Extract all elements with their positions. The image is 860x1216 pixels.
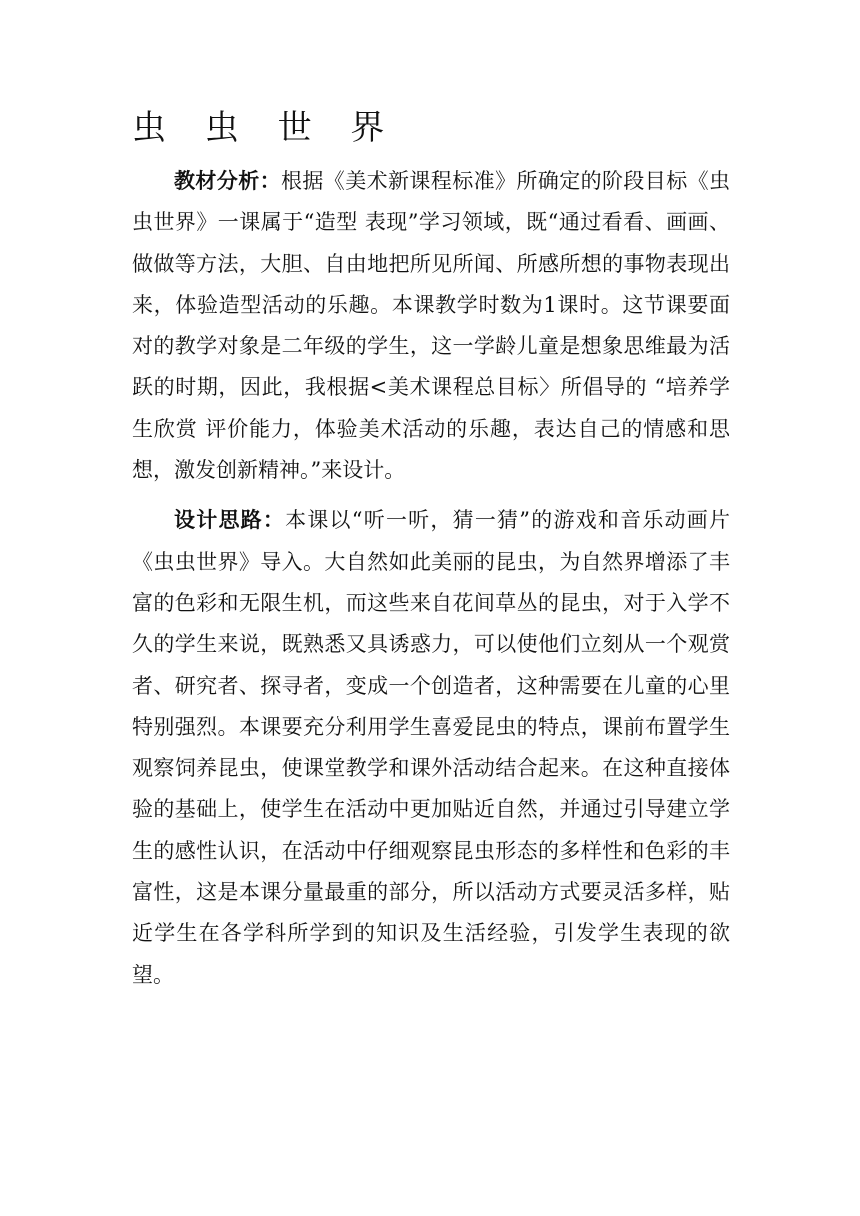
section-label: 教材分析： (174, 168, 281, 193)
page-title: 虫 虫 世 界 (132, 108, 399, 148)
section-text: 本课以“听一听，猜一猜”的游戏和音乐动画片《虫虫世界》导入。大自然如此美丽的昆虫，为自然界增添了丰富的色彩和无限生机，而这些来自花间草丛的昆虫，对于入学不久的学生来说，既熟悉又具诱惑力，可以使他们立刻从一个观赏者、研究者、探寻者，变成一个创造者，这种需要在儿童的心里特别强烈。本课要充分利用学生喜爱昆虫的特点，课前布置学生观察饲养昆虫，使课堂教学和课外活动结合起来。在这种直接体验的基础上，使学生在活动中更加贴近自然，并通过引导建立学生的感性认识，在活动中仔细观察昆虫形态的多样性和色彩的丰富性，这是本课分量最重的部分，所以活动方式要灵活多样，贴近学生在各学科所学到的知识及生活经验，引发学生表现的欲望。 (132, 508, 730, 987)
section-text: 根据《美术新课程标准》所确定的阶段目标《虫虫世界》一课属于“造型 表现”学习领域，既“通过看看、画画、做做等方法，大胆、自由地把所见所闻、所感所想的事物表现出来，体验造型活动的乐趣。本课教学时数为1课时。这节课要面对的教学对象是二年级的学生，这一学龄儿童是想象思维最为活跃的时期，因此，我根据<美术课程总目标〉所倡导的 “培养学生欣赏 评价能力，体验美术活动的乐趣，表达自己的情感和思想，激发创新精神。”来设计。 (132, 169, 730, 483)
section-label: 设计思路： (174, 507, 286, 533)
document-body (132, 102, 730, 996)
section-textbook-analysis (132, 160, 730, 491)
section-design-idea (132, 499, 730, 996)
